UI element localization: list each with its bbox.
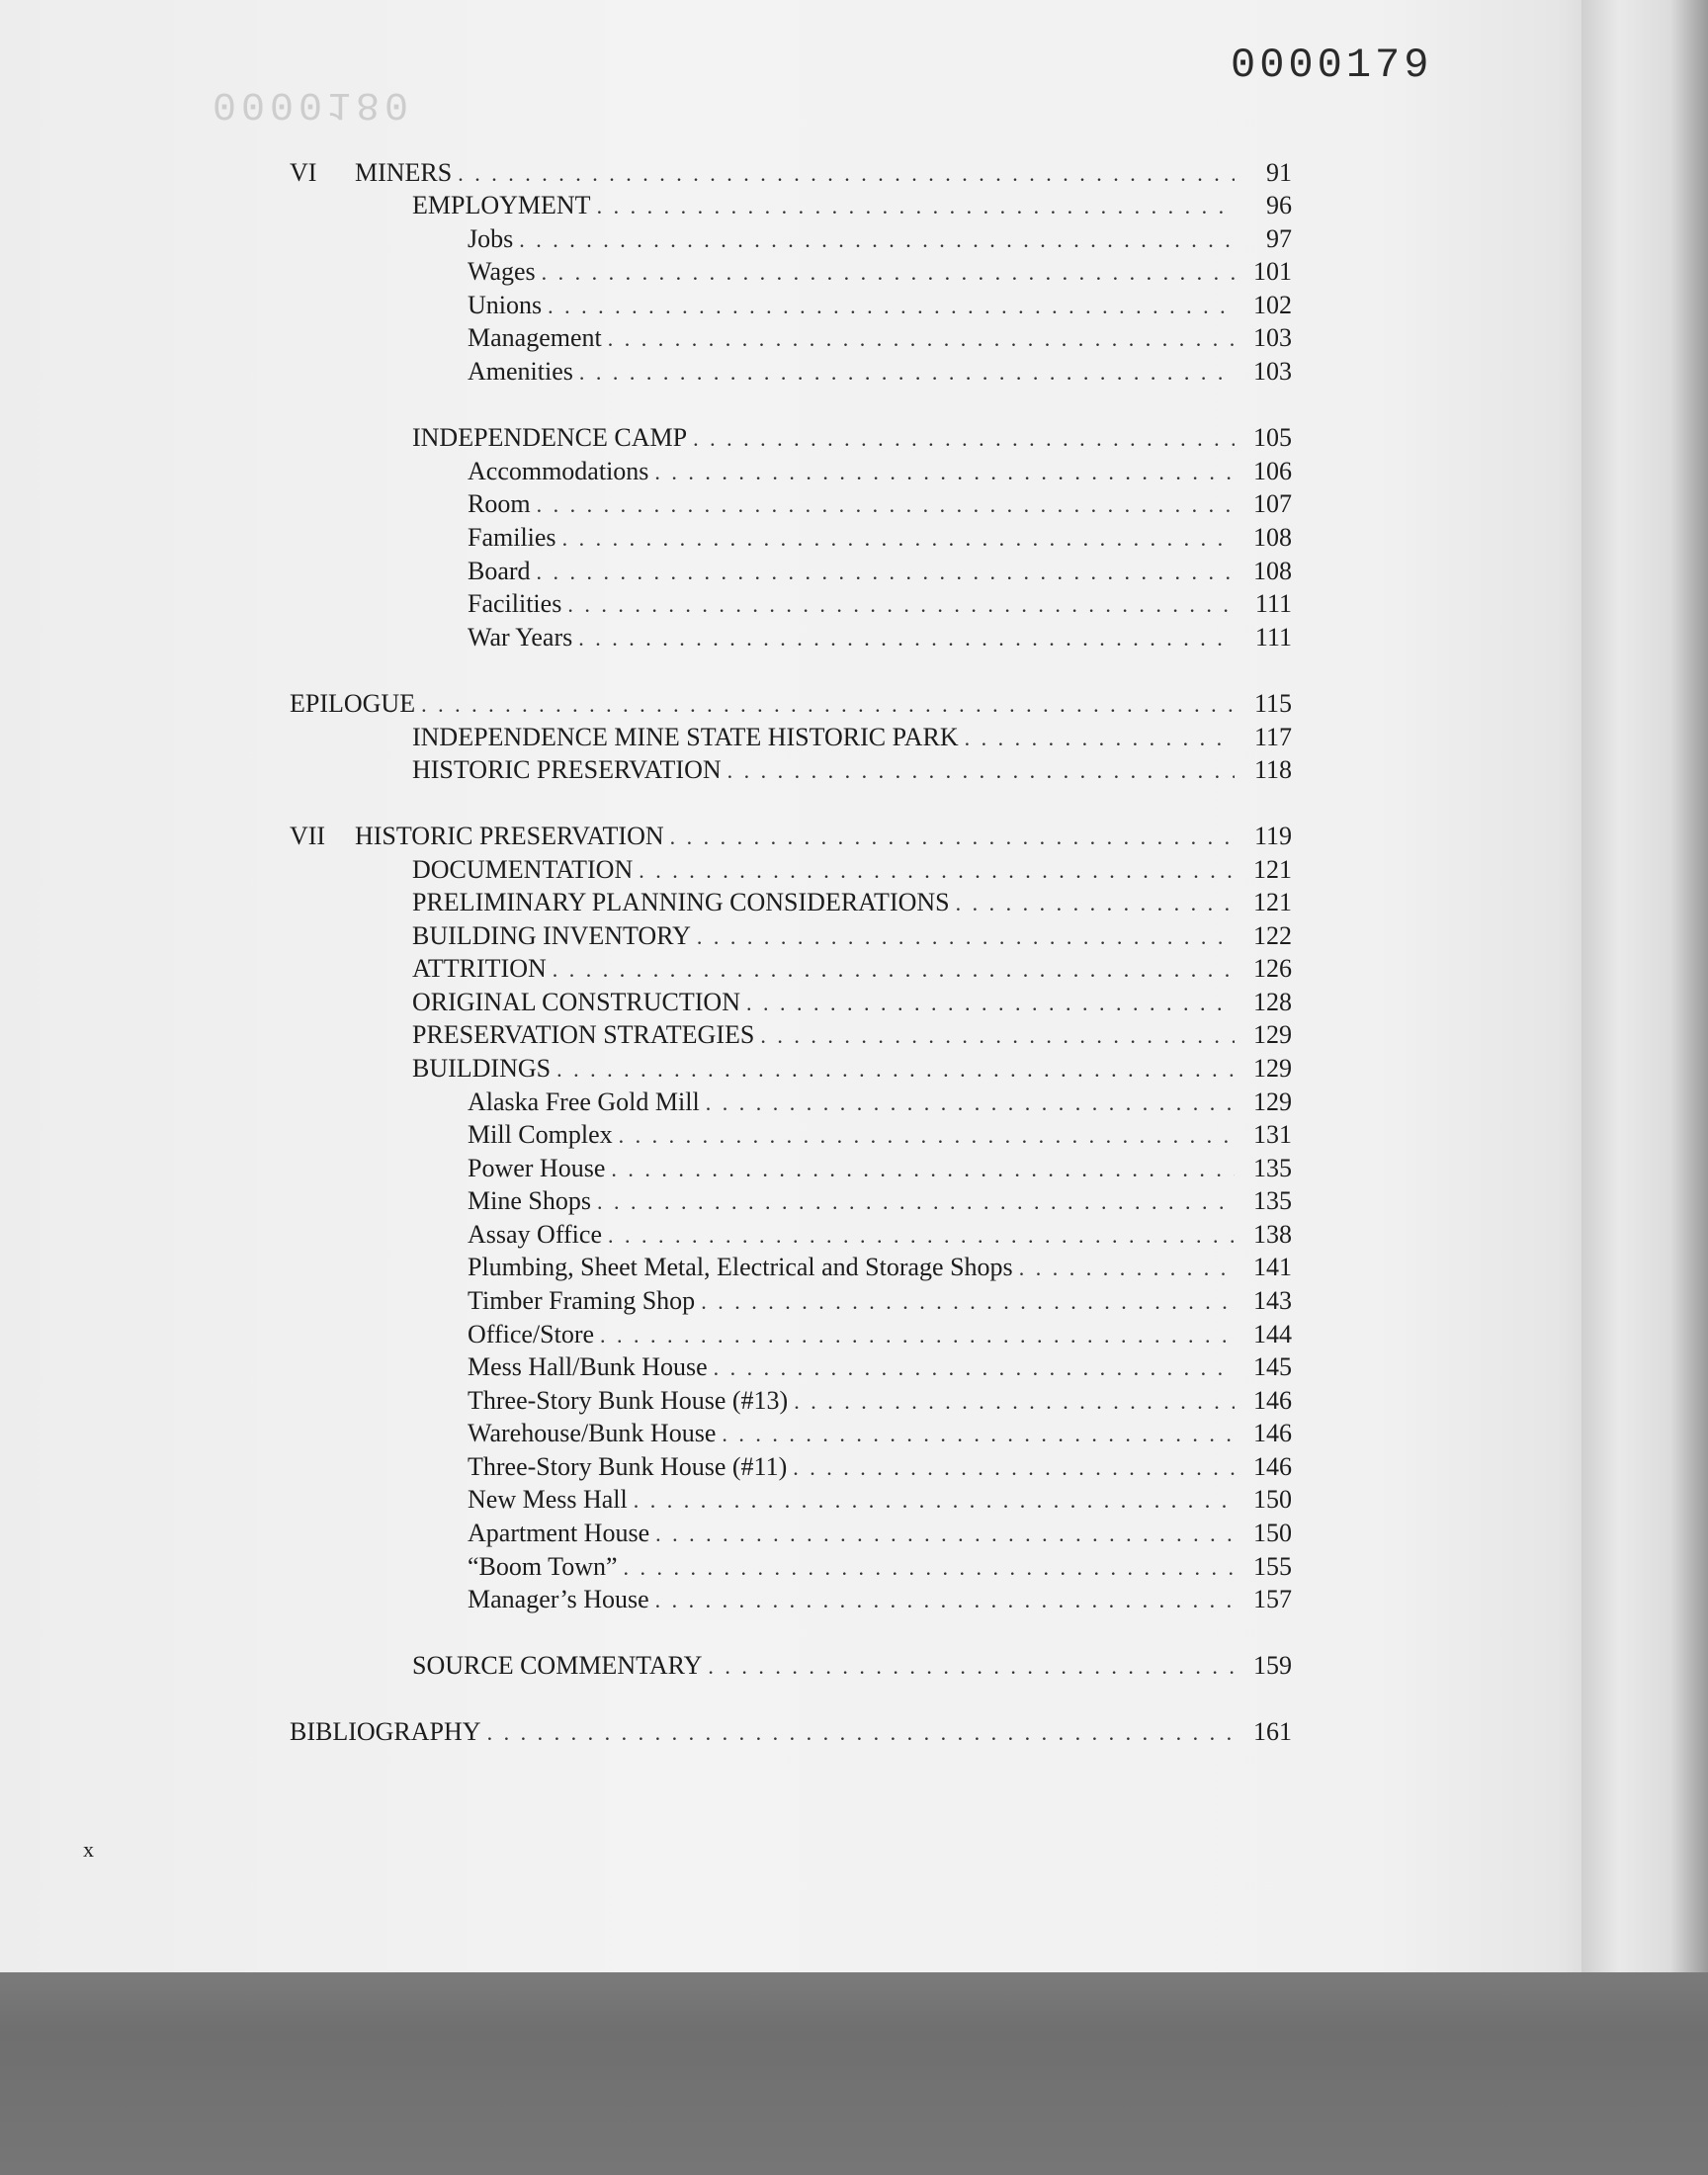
- toc-page-number: 108: [1253, 523, 1292, 552]
- dot-leader: [608, 1223, 1235, 1251]
- toc-entry-title: BUILDING INVENTORY: [412, 921, 691, 950]
- dot-leader: [794, 1389, 1235, 1417]
- toc-entry: [290, 158, 1292, 190]
- toc-entry-title: EMPLOYMENT: [412, 191, 591, 219]
- toc-entry-title: “Boom Town”: [468, 1552, 618, 1581]
- dot-leader: [600, 1323, 1235, 1350]
- toc-entry-title: Facilities: [468, 589, 562, 618]
- toc-entry: [412, 855, 1292, 887]
- toc-page-number: 131: [1253, 1120, 1292, 1149]
- dot-leader: [965, 726, 1235, 753]
- toc-page-number: 108: [1253, 557, 1292, 585]
- toc-page-number: 97: [1266, 224, 1292, 253]
- toc-page-number: 129: [1253, 1054, 1292, 1083]
- toc-entry: [468, 1186, 1292, 1218]
- toc-entry: [412, 954, 1292, 986]
- dot-leader: [619, 1123, 1235, 1151]
- toc-page-number: 129: [1253, 1088, 1292, 1116]
- toc-page-number: 161: [1253, 1717, 1292, 1746]
- toc-entry-title: Wages: [468, 257, 536, 286]
- toc-entry: [290, 822, 1292, 853]
- toc-entry-title: EPILOGUE: [290, 689, 416, 718]
- dot-leader: [487, 1720, 1235, 1748]
- toc-page-number: 145: [1253, 1352, 1292, 1381]
- toc-entry-title: Power House: [468, 1154, 606, 1182]
- dot-leader: [562, 526, 1235, 554]
- dot-leader: [567, 592, 1235, 620]
- toc-chapter-number: VI: [290, 158, 317, 187]
- dot-leader: [956, 891, 1235, 918]
- toc-entry: [468, 1320, 1292, 1351]
- dot-leader: [714, 1355, 1235, 1383]
- toc-entry: [412, 1020, 1292, 1052]
- bates-stamp-bleedthrough: 0000180: [213, 81, 414, 126]
- toc-page-number: 119: [1253, 822, 1292, 850]
- toc-page-number: 150: [1253, 1519, 1292, 1547]
- toc-entry-title: Board: [468, 557, 531, 585]
- toc-entry-title: Jobs: [468, 224, 514, 253]
- toc-entry: [468, 323, 1292, 355]
- toc-entry: [468, 489, 1292, 521]
- toc-entry-title: Alaska Free Gold Mill: [468, 1088, 700, 1116]
- dot-leader: [597, 194, 1235, 221]
- toc-entry-title: BUILDINGS: [412, 1054, 552, 1083]
- toc-page-number: 103: [1253, 357, 1292, 386]
- toc-page-number: 126: [1253, 954, 1292, 983]
- dot-leader: [697, 924, 1235, 952]
- toc-entry: [468, 1253, 1292, 1284]
- dot-leader: [727, 758, 1235, 786]
- toc-entry: [412, 1651, 1292, 1683]
- toc-entry: [468, 1088, 1292, 1119]
- dot-leader: [1019, 1256, 1235, 1283]
- toc-entry: [412, 921, 1292, 953]
- toc-page-number: 129: [1253, 1020, 1292, 1049]
- dot-leader: [579, 360, 1235, 388]
- toc-entry-title: HISTORIC PRESERVATION: [412, 755, 722, 784]
- toc-entry-title: PRELIMINARY PLANNING CONSIDERATIONS: [412, 888, 950, 916]
- toc-entry: [468, 457, 1292, 488]
- dot-leader: [421, 692, 1235, 720]
- toc-page-number: 91: [1266, 158, 1292, 187]
- toc-entry: [412, 191, 1292, 222]
- toc-entry-title: Mess Hall/Bunk House: [468, 1352, 708, 1381]
- toc-page-number: 138: [1253, 1220, 1292, 1249]
- dot-leader: [793, 1455, 1235, 1483]
- dot-leader: [746, 991, 1235, 1018]
- toc-page-number: 146: [1253, 1419, 1292, 1447]
- toc-entry: [290, 689, 1292, 721]
- toc-entry-title: New Mess Hall: [468, 1485, 628, 1514]
- toc-entry-title: Apartment House: [468, 1519, 650, 1547]
- toc-entry: [468, 1154, 1292, 1185]
- dot-leader: [708, 1654, 1235, 1682]
- toc-page-number: 144: [1253, 1320, 1292, 1348]
- dot-leader: [597, 1189, 1235, 1217]
- toc-entry: [468, 1386, 1292, 1418]
- toc-page-number: 122: [1253, 921, 1292, 950]
- toc-page-number: 128: [1253, 988, 1292, 1016]
- toc-page-number: 107: [1253, 489, 1292, 518]
- dot-leader: [624, 1555, 1235, 1583]
- dot-leader: [548, 294, 1235, 321]
- toc-entry-title: ORIGINAL CONSTRUCTION: [412, 988, 740, 1016]
- dot-leader: [655, 1522, 1235, 1549]
- toc-entry-title: Timber Framing Shop: [468, 1286, 696, 1315]
- toc-chapter-number: VII: [290, 822, 326, 850]
- toc-entry: [468, 357, 1292, 389]
- toc-entry: [468, 1519, 1292, 1550]
- toc-entry-title: Office/Store: [468, 1320, 595, 1348]
- toc-entry: [468, 1120, 1292, 1152]
- toc-entry: [412, 1054, 1292, 1086]
- bates-stamp: 0000179: [1231, 42, 1433, 89]
- toc-entry-title: War Years: [468, 623, 573, 652]
- toc-entry: [468, 1585, 1292, 1616]
- toc-entry-title: SOURCE COMMENTARY: [412, 1651, 703, 1680]
- toc-entry-title: Plumbing, Sheet Metal, Electrical and Storage Shops: [468, 1253, 1013, 1281]
- toc-page-number: 159: [1253, 1651, 1292, 1680]
- toc-entry-title: Families: [468, 523, 556, 552]
- toc-entry: [468, 1286, 1292, 1318]
- toc-page-number: 115: [1253, 689, 1292, 718]
- toc-entry-title: Amenities: [468, 357, 573, 386]
- dot-leader: [722, 1422, 1235, 1449]
- toc-entry: [468, 1352, 1292, 1384]
- toc-page-number: 155: [1253, 1552, 1292, 1581]
- toc-entry-title: Manager’s House: [468, 1585, 649, 1613]
- dot-leader: [654, 460, 1235, 487]
- toc-entry-title: Mine Shops: [468, 1186, 591, 1215]
- toc-entry: [468, 224, 1292, 256]
- toc-entry-title: INDEPENDENCE CAMP: [412, 423, 688, 452]
- dot-leader: [537, 492, 1235, 520]
- toc-page-number: 118: [1253, 755, 1292, 784]
- toc-entry: [468, 1485, 1292, 1517]
- toc-page-number: 150: [1253, 1485, 1292, 1514]
- toc-entry: [468, 557, 1292, 588]
- toc-page-number: 117: [1253, 723, 1292, 751]
- page-folio: x: [83, 1837, 94, 1862]
- toc-page-number: 143: [1253, 1286, 1292, 1315]
- dot-leader: [542, 260, 1235, 288]
- toc-entry-title: ATTRITION: [412, 954, 547, 983]
- toc-entry-title: Three-Story Bunk House (#13): [468, 1386, 789, 1415]
- toc-entry: [468, 1552, 1292, 1584]
- toc-page-number: 105: [1253, 423, 1292, 452]
- toc-entry: [468, 291, 1292, 322]
- dot-leader: [693, 426, 1235, 454]
- toc-entry-title: INDEPENDENCE MINE STATE HISTORIC PARK: [412, 723, 959, 751]
- toc-entry: [412, 988, 1292, 1019]
- dot-leader: [634, 1488, 1235, 1516]
- toc-entry: [412, 723, 1292, 754]
- toc-entry-title: BIBLIOGRAPHY: [290, 1717, 481, 1746]
- toc-entry: [468, 1452, 1292, 1484]
- toc-entry: [290, 1717, 1292, 1749]
- toc-entry: [468, 589, 1292, 621]
- dot-leader: [608, 326, 1235, 354]
- toc-entry-title: PRESERVATION STRATEGIES: [412, 1020, 755, 1049]
- toc-page-number: 146: [1253, 1386, 1292, 1415]
- toc-entry-title: Room: [468, 489, 531, 518]
- toc-entry-title: DOCUMENTATION: [412, 855, 634, 884]
- toc-entry-title: MINERS: [355, 158, 453, 187]
- toc-entry-title: HISTORIC PRESERVATION: [355, 822, 664, 850]
- toc-entry: [468, 1419, 1292, 1450]
- dot-leader: [655, 1588, 1235, 1615]
- toc-page-number: 101: [1253, 257, 1292, 286]
- toc-page-number: 96: [1266, 191, 1292, 219]
- toc-page-number: 135: [1253, 1154, 1292, 1182]
- toc-page-number: 157: [1253, 1585, 1292, 1613]
- toc-page-number: 106: [1253, 457, 1292, 485]
- toc-page-number: 121: [1253, 855, 1292, 884]
- dot-leader: [760, 1023, 1235, 1051]
- dot-leader: [519, 227, 1235, 255]
- dot-leader: [458, 161, 1235, 189]
- toc-entry-title: Assay Office: [468, 1220, 602, 1249]
- dot-leader: [578, 626, 1235, 653]
- toc-entry-title: Warehouse/Bunk House: [468, 1419, 717, 1447]
- dot-leader: [553, 957, 1235, 985]
- dot-leader: [611, 1157, 1235, 1184]
- dot-leader: [701, 1289, 1235, 1317]
- toc-page-number: 146: [1253, 1452, 1292, 1481]
- dot-leader: [556, 1057, 1235, 1085]
- toc-page-number: 111: [1254, 623, 1292, 652]
- toc-entry: [468, 257, 1292, 289]
- toc-page-number: 121: [1253, 888, 1292, 916]
- toc-entry: [412, 755, 1292, 787]
- toc-page-number: 102: [1253, 291, 1292, 319]
- toc-entry-title: Mill Complex: [468, 1120, 613, 1149]
- dot-leader: [706, 1090, 1235, 1118]
- toc-entry-title: Accommodations: [468, 457, 649, 485]
- toc-page-number: 111: [1254, 589, 1292, 618]
- toc-entry-title: Unions: [468, 291, 543, 319]
- toc-entry: [468, 523, 1292, 555]
- toc-entry-title: Three-Story Bunk House (#11): [468, 1452, 788, 1481]
- dot-leader: [537, 560, 1235, 587]
- toc-entry: [468, 623, 1292, 654]
- toc-entry: [468, 1220, 1292, 1252]
- toc-entry: [412, 423, 1292, 455]
- toc-page-number: 141: [1253, 1253, 1292, 1281]
- toc-page-number: 135: [1253, 1186, 1292, 1215]
- toc-page-number: 103: [1253, 323, 1292, 352]
- dot-leader: [670, 825, 1235, 852]
- scanner-background: [0, 1972, 1708, 2175]
- dot-leader: [639, 858, 1235, 886]
- toc-entry-title: Management: [468, 323, 602, 352]
- toc-entry: [412, 888, 1292, 919]
